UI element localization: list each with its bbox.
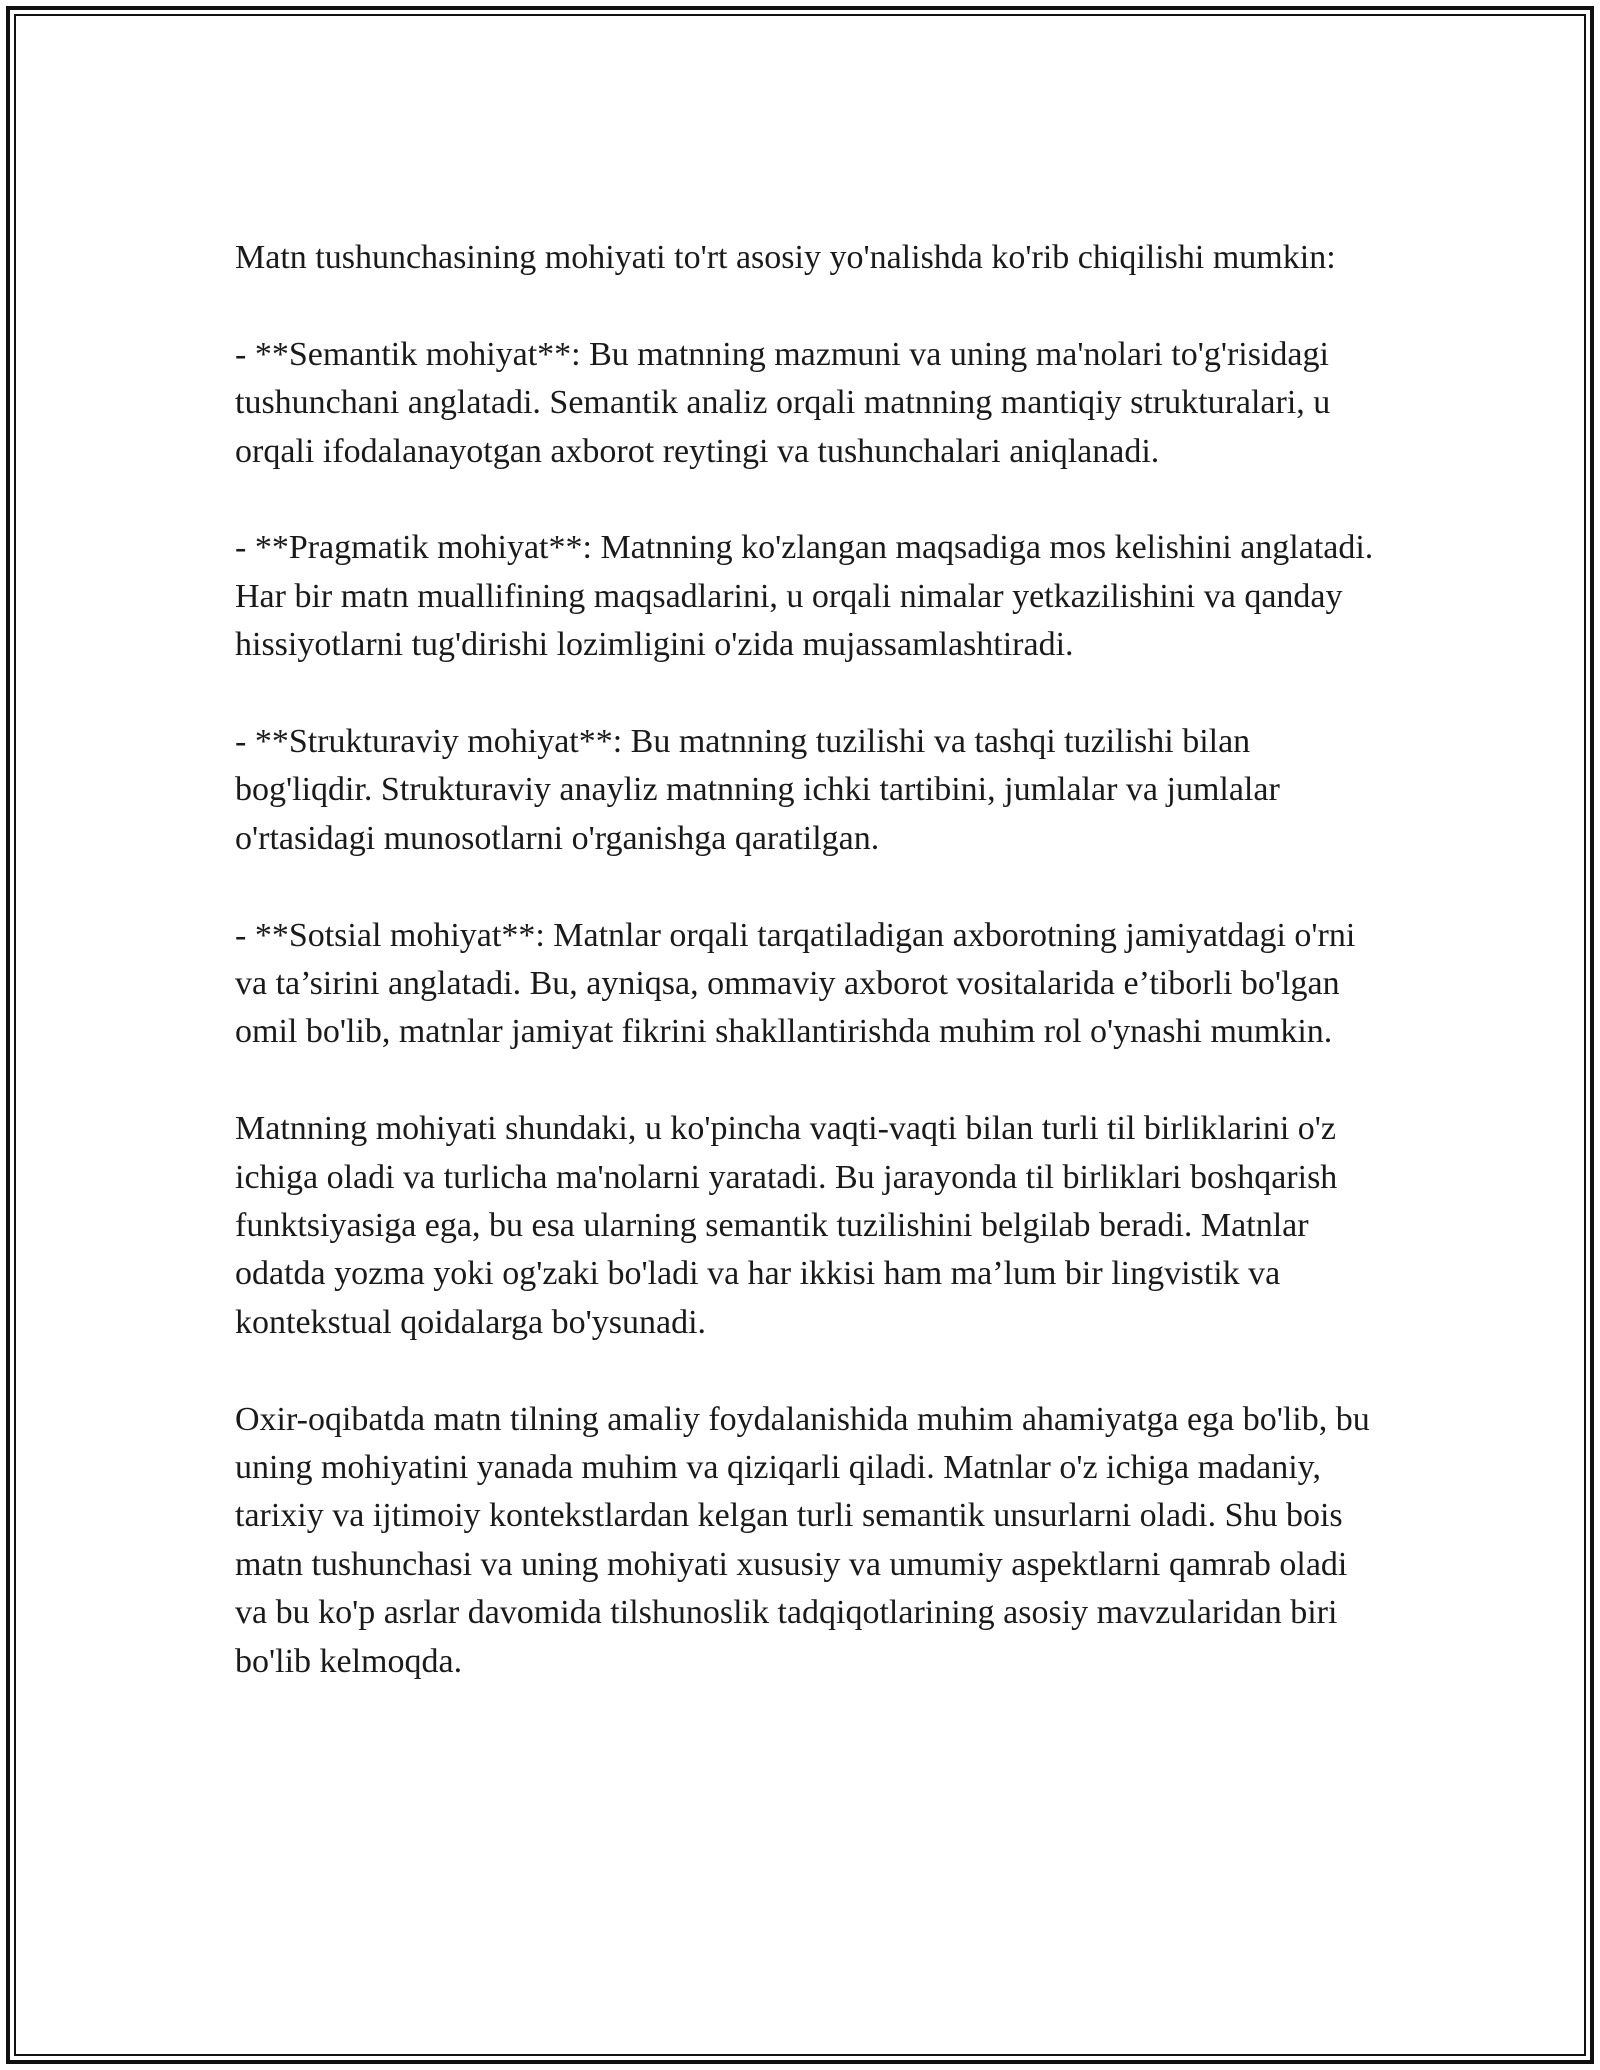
intro-paragraph: Matn tushunchasining mohiyati to'rt asosiy yo'nalishda ko'rib chiqilishi mumkin: — [235, 239, 1336, 276]
essence-paragraph: Matnning mohiyati shundaki, u ko'pincha vaqti-vaqti bilan turli til birliklarini o'z ichiga oladi va turlicha ma'nolarni yaratadi. Bu jarayonda til birliklari boshqarish funktsiyasiga ega, bu esa ularning semantik tuzilishini belgilab beradi. Matnlar odatda yozma yoki og'zaki bo'ladi va har ikkisi ham ma’lum bir lingvistik va kontekstual qoidalarga bo'ysunadi. — [235, 1110, 1338, 1341]
list-item-social: - **Sotsial mohiyat**: Matnlar orqali tarqatiladigan axborotning jamiyatdagi o'rni va ta’sirini anglatadi. Bu, ayniqsa, ommaviy axborot vositalarida e’tiborli bo'lgan omil bo'lib, matnlar jamiyat fikrini shakllantirishda muhim rol o'ynashi mumkin. — [235, 916, 1356, 1051]
list-item-pragmatic: - **Pragmatik mohiyat**: Matnning ko'zlangan maqsadiga mos kelishini anglatadi. Har bir matn muallifining maqsadlarini, u orqali nimalar yetkazilishini va qanday hissiyotlarni tug'dirishi lozimligini o'zida mujassamlashtiradi. — [235, 529, 1374, 664]
list-item-structural: - **Strukturaviy mohiyat**: Bu matnning tuzilishi va tashqi tuzilishi bilan bog'liqdir. Strukturaviy anayliz matnning ichki tartibini, jumlalar va jumlalar o'rtasidagi munosotlarni o'rganishga qaratilgan. — [235, 723, 1280, 857]
conclusion-paragraph: Oxir-oqibatda matn tilning amaliy foydalanishida muhim ahamiyatga ega bo'lib, bu uning mohiyatini yanada muhim va qiziqarli qiladi. Matnlar o'z ichiga madaniy, tarixiy va ijtimoiy kontekstlardan kelgan turli semantik unsurlarni oladi. Shu bois matn tushunchasi va uning mohiyati xususiy va umumiy aspektlarni qamrab oladi va bu ko'p asrlar davomida tilshunoslik tadqiqotlarining asosiy mavzularidan biri bo'lib kelmoqda. — [235, 1400, 1370, 1680]
list-item-semantic: - **Semantik mohiyat**: Bu matnning mazmuni va uning ma'nolari to'g'risidagi tushunchani anglatadi. Semantik analiz orqali matnning mantiqiy strukturalari, u orqali ifodalanayotgan axborot reytingi va tushunchalari aniqlanadi. — [235, 335, 1331, 470]
document-body — [235, 234, 1375, 1686]
